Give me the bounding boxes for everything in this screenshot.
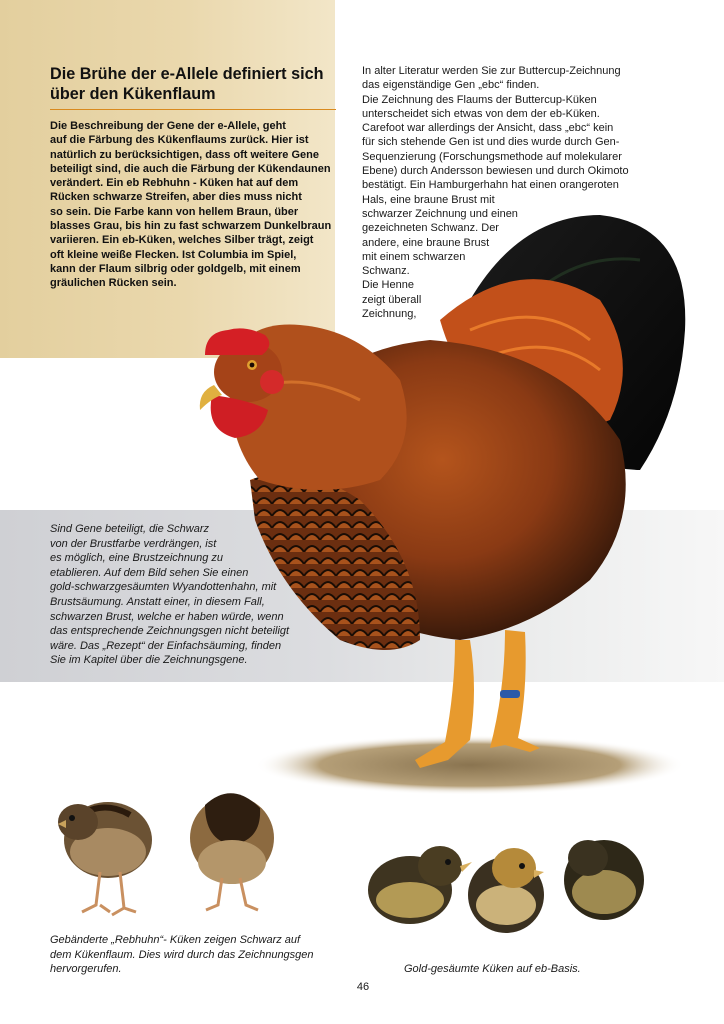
right-line: unterscheidet sich etwas von dem der eb-Küken.	[362, 107, 600, 120]
right-line: bestätigt. Ein Hamburgerhahn hat einen orangeroten	[362, 179, 619, 192]
caption-line: wäre. Das „Rezept“ der Einfachsäuming, finden	[50, 639, 282, 652]
intro-line: oft kleine weiße Flecken. Ist Columbia im Spiel,	[50, 248, 297, 261]
partridge-chick-2	[190, 793, 274, 910]
right-line: Ebene) durch Andersson bewiesen und durch Okimoto	[362, 165, 629, 178]
right-line: schwarzer Zeichnung und einen	[362, 207, 518, 220]
caption-line: das entsprechende Zeichnungsgen nicht beteiligt	[50, 625, 290, 638]
caption-line: dem Kükenflaum. Dies wird durch das Zeichnungsgen	[50, 948, 314, 961]
gold-laced-chick-2	[468, 848, 544, 933]
caption-line: gold-schwarzgesäumten Wyandottenhahn, mit	[50, 581, 277, 594]
partridge-chicks-caption	[50, 933, 350, 977]
right-line: In alter Literatur werden Sie zur Buttercup-Zeichnung	[362, 65, 621, 77]
caption-line: Gebänderte „Rebhuhn“- Küken zeigen Schwarz auf	[50, 934, 301, 946]
caption-line: etablieren. Auf dem Bild sehen Sie einen	[50, 566, 249, 579]
intro-line: so sein. Die Farbe kann von hellem Braun, über	[50, 205, 299, 218]
right-line: Zeichnung,	[362, 308, 417, 321]
intro-line: gräulichen Rücken sein.	[50, 277, 177, 290]
caption-line: hervorgerufen.	[50, 963, 122, 976]
heading-line-2: über den Kükenflaum	[50, 85, 216, 103]
right-line: mit einem schwarzen	[362, 250, 466, 263]
right-line: Sequenzierung (Forschungsmethode auf molekularer	[362, 150, 622, 163]
right-line: für sich stehende Gen ist und dies wurde durch Gen-	[362, 136, 620, 149]
right-line: Carefoot war allerdings der Ansicht, dass „ebc“ kein	[362, 122, 614, 135]
intro-line: verändert. Ein eb Rebhuhn - Küken hat auf dem	[50, 177, 299, 190]
heading-line-1: Die Brühe der e-Allele definiert sich	[50, 65, 324, 83]
caption-line: Brustsäumung. Anstatt einer, in diesem Fall,	[50, 595, 265, 608]
right-line: gezeichneten Schwanz. Der	[362, 222, 499, 235]
partridge-chick-1	[58, 802, 152, 915]
caption-line: von der Brustfarbe verdrängen, ist	[50, 537, 217, 550]
right-line: das eigenständige Gen „ebc“ finden.	[362, 79, 540, 92]
right-line: zeigt überall	[362, 293, 422, 306]
caption-line: es möglich, eine Brustzeichnung zu	[50, 552, 224, 565]
right-line: Schwanz.	[362, 265, 410, 278]
caption-line: Sind Gene beteiligt, die Schwarz	[50, 523, 209, 535]
intro-line: natürlich zu berücksichtigen, dass oft weitere Gene	[50, 148, 319, 161]
intro-line: variieren. Ein eb-Küken, welches Silber trägt, zeigt	[50, 234, 314, 247]
intro-line: Rücken schwarze Streifen, aber dies muss nicht	[50, 191, 302, 204]
caption-line: schwarzen Brust, welche er haben würde, wenn	[50, 610, 284, 623]
right-line: Die Zeichnung des Flaums der Buttercup-Küken	[362, 93, 597, 106]
gold-laced-chicks-caption: Gold-gesäumte Küken auf eb-Basis.	[404, 963, 581, 975]
intro-line: auf die Färbung des Kükenflaums zurück. Hier ist	[50, 134, 309, 147]
page-number: 46	[356, 981, 370, 993]
intro-line: kann der Flaum silbrig oder goldgelb, mit einem	[50, 262, 301, 275]
gold-laced-chick-1	[368, 846, 472, 924]
gold-laced-chick-3	[564, 840, 644, 920]
right-line: andere, eine braune Brust	[362, 236, 490, 249]
right-line: Die Henne	[362, 279, 414, 292]
intro-line: blasses Grau, bis hin zu fast schwarzem Dunkelbraun	[50, 220, 332, 233]
caption-line: Sie im Kapitel über die Zeichnungsgene.	[50, 654, 248, 667]
intro-line: Die Beschreibung der Gene der e-Allele, geht	[50, 120, 286, 132]
right-line: Hals, eine braune Brust mit	[362, 193, 495, 206]
intro-line: beteiligt sind, die auch die Färbung der Kükendaunen	[50, 162, 331, 175]
